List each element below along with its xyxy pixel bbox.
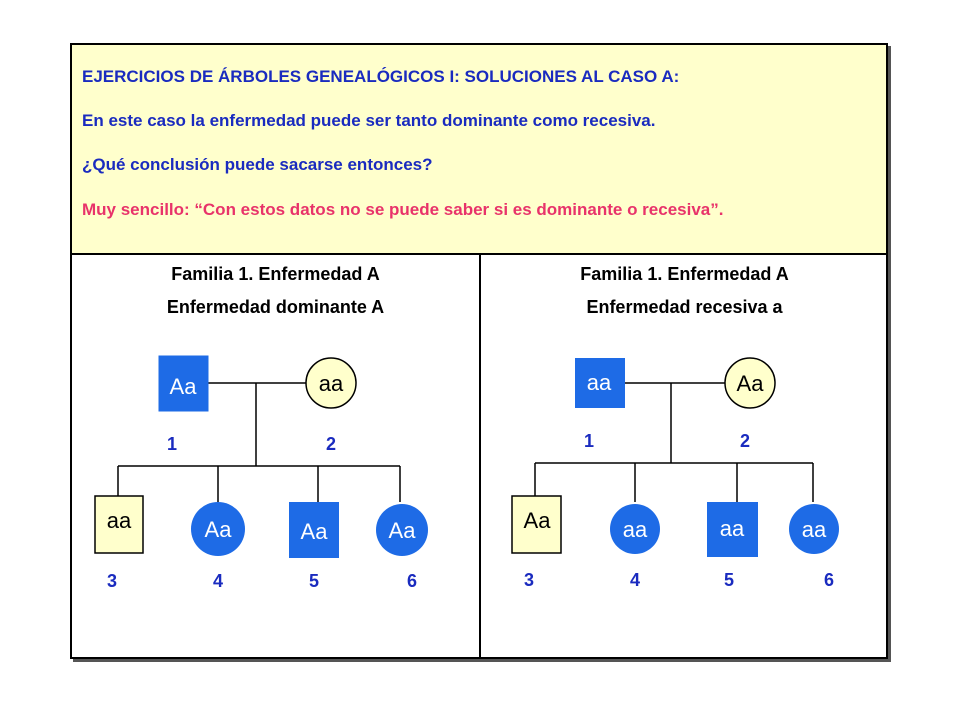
genotype-label: aa — [801, 517, 827, 542]
header-question: ¿Qué conclusión puede sacarse entonces? — [82, 155, 433, 174]
panel-title: Familia 1. Enfermedad A — [580, 264, 789, 284]
pedigree-panel-dominant — [72, 253, 479, 659]
individual-number: 2 — [739, 431, 751, 451]
pedigree-chart-dominant — [72, 253, 479, 659]
genotype-label: aa — [586, 370, 612, 395]
individual-number: 4 — [212, 571, 224, 591]
genotype-label: Aa — [169, 374, 197, 399]
genotype-label: Aa — [523, 508, 551, 533]
panel-subtitle: Enfermedad recesiva a — [586, 297, 783, 317]
header-title: EJERCICIOS DE ÁRBOLES GENEALÓGICOS I: SOLUCIONES AL CASO A: — [82, 67, 680, 86]
individual-number: 6 — [823, 570, 835, 590]
pedigree-panel-recessive — [481, 253, 888, 659]
individual-number: 2 — [325, 434, 337, 454]
panel-subtitle: Enfermedad dominante A — [166, 297, 385, 317]
header-statement: En este caso la enfermedad puede ser tanto dominante como recesiva. — [82, 111, 656, 130]
header-answer: Muy sencillo: “Con estos datos no se puede saber si es dominante o recesiva”. — [82, 200, 724, 219]
genotype-label: Aa — [300, 519, 328, 544]
header-box — [72, 45, 886, 255]
genotype-label: aa — [106, 508, 132, 533]
individual-number: 3 — [106, 571, 118, 591]
slide-frame — [70, 43, 888, 659]
genotype-label: Aa — [204, 517, 232, 542]
individual-number: 5 — [723, 570, 735, 590]
individual-number: 4 — [629, 570, 641, 590]
individual-number: 3 — [523, 570, 535, 590]
genotype-label: Aa — [736, 371, 764, 396]
individual-number: 5 — [308, 571, 320, 591]
genotype-label: Aa — [388, 518, 416, 543]
pedigree-chart-recessive — [481, 253, 888, 659]
panel-title: Familia 1. Enfermedad A — [171, 264, 380, 284]
individual-number: 1 — [583, 431, 595, 451]
individual-number: 1 — [166, 434, 178, 454]
genotype-label: aa — [719, 516, 745, 541]
individual-number: 6 — [406, 571, 418, 591]
genotype-label: aa — [318, 371, 344, 396]
genotype-label: aa — [622, 517, 648, 542]
